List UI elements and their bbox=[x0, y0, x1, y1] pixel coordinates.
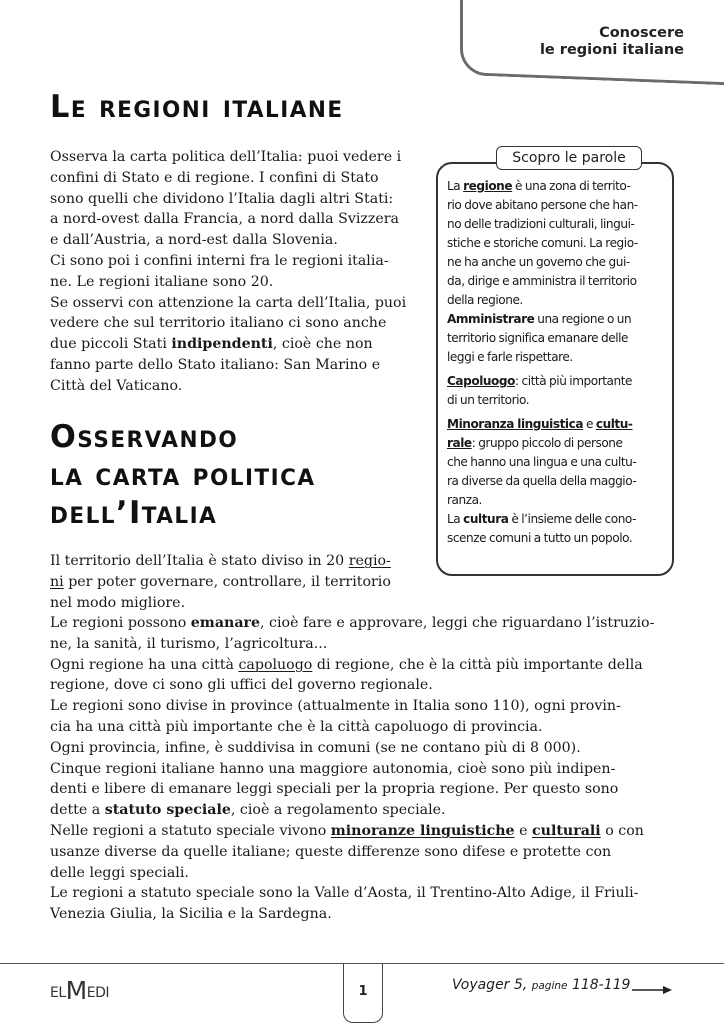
header-label bbox=[540, 25, 684, 59]
glossary-line bbox=[447, 177, 663, 196]
glossary-line: di un territorio. bbox=[447, 393, 530, 407]
section-2-paragraph bbox=[50, 613, 674, 925]
glossary-term: cultu- bbox=[595, 417, 633, 431]
glossary-term: regione bbox=[463, 179, 513, 193]
text-span: una regione o un bbox=[534, 312, 632, 326]
section-2-title: Osservando la carta politica dell’Italia bbox=[50, 419, 316, 531]
page-number: 1 bbox=[343, 964, 383, 1023]
book-reference bbox=[452, 977, 630, 993]
text-span: e bbox=[514, 822, 533, 839]
text-span: , cioè che non bbox=[272, 336, 373, 353]
text-span: è l’insieme delle cono- bbox=[508, 512, 637, 526]
text-line: vedere che sul territorio italiano ci sono anche bbox=[50, 315, 387, 332]
text-span: Ogni regione ha una città bbox=[50, 656, 239, 673]
text-line: Venezia Giulia, la Sicilia e la Sardegna. bbox=[50, 906, 332, 923]
text-span: Il territorio dell’Italia è stato diviso in 20 bbox=[50, 553, 349, 569]
text-span: per poter governare, controllare, il territorio bbox=[63, 573, 391, 590]
glossary-line: ranza. bbox=[447, 493, 482, 507]
glossary-line: leggi e farle rispettare. bbox=[447, 350, 573, 364]
text-span: dette a bbox=[50, 802, 105, 819]
text-line: Le regioni a statuto speciale sono la Valle d’Aosta, il Trentino-Alto Adige, il Friuli- bbox=[50, 885, 639, 902]
glossary-line: rio dove abitano persone che han- bbox=[447, 198, 638, 212]
text-span: Nelle regioni a statuto speciale vivono bbox=[50, 822, 331, 839]
text-line bbox=[50, 572, 422, 593]
text-line: usanze diverse da quelle italiane; queste differenze sono difese e protette con bbox=[50, 843, 612, 860]
glossary-body bbox=[447, 177, 663, 548]
text-line bbox=[50, 821, 674, 842]
text-span: è una zona di territo- bbox=[512, 179, 631, 193]
underlined-term: ni bbox=[50, 573, 64, 590]
text-line bbox=[50, 613, 674, 634]
intro-paragraph bbox=[50, 147, 422, 397]
text-span: La bbox=[447, 512, 464, 526]
section-2-paragraph-top bbox=[50, 551, 422, 613]
text-span: La bbox=[447, 179, 464, 193]
text-line: Cinque regioni italiane hanno una maggiore autonomia, cioè sono più indipen- bbox=[50, 760, 616, 777]
text-line: fanno parte dello Stato italiano: San Marino e bbox=[50, 356, 381, 373]
text-line: confini di Stato e di regione. I confini di Stato bbox=[50, 169, 379, 186]
text-span: due piccoli Stati bbox=[50, 336, 172, 353]
text-span: : città più importante bbox=[514, 374, 632, 388]
bold-term: statuto speciale bbox=[104, 802, 231, 819]
glossary-line bbox=[447, 310, 663, 329]
logo-part: EL bbox=[50, 985, 66, 1001]
right-arrow-icon bbox=[632, 984, 672, 996]
glossary-term: Capoluogo bbox=[447, 374, 515, 388]
glossary-line bbox=[447, 415, 663, 434]
text-line: a nord-ovest dalla Francia, a nord dalla Svizzera bbox=[50, 211, 399, 228]
text-line: cia ha una città più importante che è la città capoluogo di provincia. bbox=[50, 718, 543, 735]
glossary-term: rale bbox=[447, 436, 472, 450]
bold-term: indipendenti bbox=[171, 336, 273, 353]
text-line: nel modo migliore. bbox=[50, 594, 186, 611]
text-line: e dall’Austria, a nord-est dalla Slovenia. bbox=[50, 232, 338, 249]
publisher-logo bbox=[50, 976, 109, 1005]
text-span: pagine bbox=[531, 980, 568, 992]
header-line-1: Conoscere bbox=[599, 25, 684, 41]
glossary-term: cultura bbox=[463, 512, 509, 526]
text-span: 118-119 bbox=[567, 977, 631, 993]
glossary-line: della regione. bbox=[447, 293, 523, 307]
text-line: sono quelli che dividono l’Italia dagli altri Stati: bbox=[50, 190, 394, 207]
logo-part: M bbox=[65, 976, 87, 1005]
text-span: , cioè fare e approvare, leggi che riguardano l’istruzio- bbox=[260, 615, 655, 631]
text-line: Le regioni sono divise in province (attualmente in Italia sono 110), ogni provin- bbox=[50, 698, 621, 715]
glossary-line: che hanno una lingua e una cultu- bbox=[447, 455, 637, 469]
text-span: e bbox=[583, 417, 596, 431]
glossary-line bbox=[447, 372, 663, 391]
text-line bbox=[50, 800, 674, 821]
underlined-term: capoluogo bbox=[238, 656, 313, 673]
glossary-term: Amministrare bbox=[447, 312, 535, 326]
glossary-term: Minoranza linguistica bbox=[447, 417, 584, 431]
underlined-term: regio- bbox=[348, 553, 391, 569]
text-span: Voyager 5, bbox=[452, 977, 532, 993]
bold-term: emanare bbox=[190, 615, 261, 631]
text-line: Ogni provincia, infine, è suddivisa in comuni (se ne contano più di 8 000). bbox=[50, 739, 581, 756]
text-line: denti e libere di emanare leggi speciali per la propria regione. Per questo sono bbox=[50, 781, 619, 798]
text-line: ne, la sanità, il turismo, l’agricoltura... bbox=[50, 635, 328, 652]
text-span: : gruppo piccolo di persone bbox=[471, 436, 623, 450]
header-line-2: le regioni italiane bbox=[539, 42, 684, 58]
glossary-title: Scopro le parole bbox=[496, 146, 642, 170]
text-line bbox=[50, 334, 422, 355]
logo-part: EDI bbox=[86, 985, 109, 1001]
text-line: Osserva la carta politica dell’Italia: puoi vedere i bbox=[50, 149, 402, 165]
glossary-line: territorio significa emanare delle bbox=[447, 331, 629, 345]
text-line bbox=[50, 655, 674, 676]
text-line: delle leggi speciali. bbox=[50, 864, 189, 881]
text-line bbox=[50, 551, 422, 572]
text-line: Ci sono poi i confini interni fra le regioni italia- bbox=[50, 252, 389, 269]
glossary-line: da, dirige e amministra il territorio bbox=[447, 274, 637, 288]
glossary-line: stiche e storiche comuni. La regio- bbox=[447, 236, 638, 250]
text-line: regione, dove ci sono gli uffici del governo regionale. bbox=[50, 677, 433, 694]
text-span: o con bbox=[600, 822, 644, 839]
glossary-line: no delle tradizioni culturali, lingui- bbox=[447, 217, 635, 231]
underlined-term: culturali bbox=[532, 822, 601, 839]
glossary-line bbox=[447, 510, 663, 529]
text-span: , cioè a regolamento speciale. bbox=[230, 802, 446, 819]
glossary-line bbox=[447, 434, 663, 453]
glossary-line: ne ha anche un governo che gui- bbox=[447, 255, 630, 269]
text-span: di regione, che è la città più importante della bbox=[312, 656, 643, 673]
underlined-term: minoranze linguistiche bbox=[330, 822, 515, 839]
text-line: Città del Vaticano. bbox=[50, 377, 183, 394]
text-line: Se osservi con attenzione la carta dell’Italia, puoi bbox=[50, 294, 407, 311]
text-line: ne. Le regioni italiane sono 20. bbox=[50, 273, 274, 290]
text-span: Le regioni possono bbox=[50, 615, 191, 631]
glossary-line: ra diverse da quella della maggio- bbox=[447, 474, 637, 488]
section-1-title: Le regioni italiane bbox=[50, 89, 344, 125]
glossary-line: scenze comuni a tutto un popolo. bbox=[447, 531, 633, 545]
